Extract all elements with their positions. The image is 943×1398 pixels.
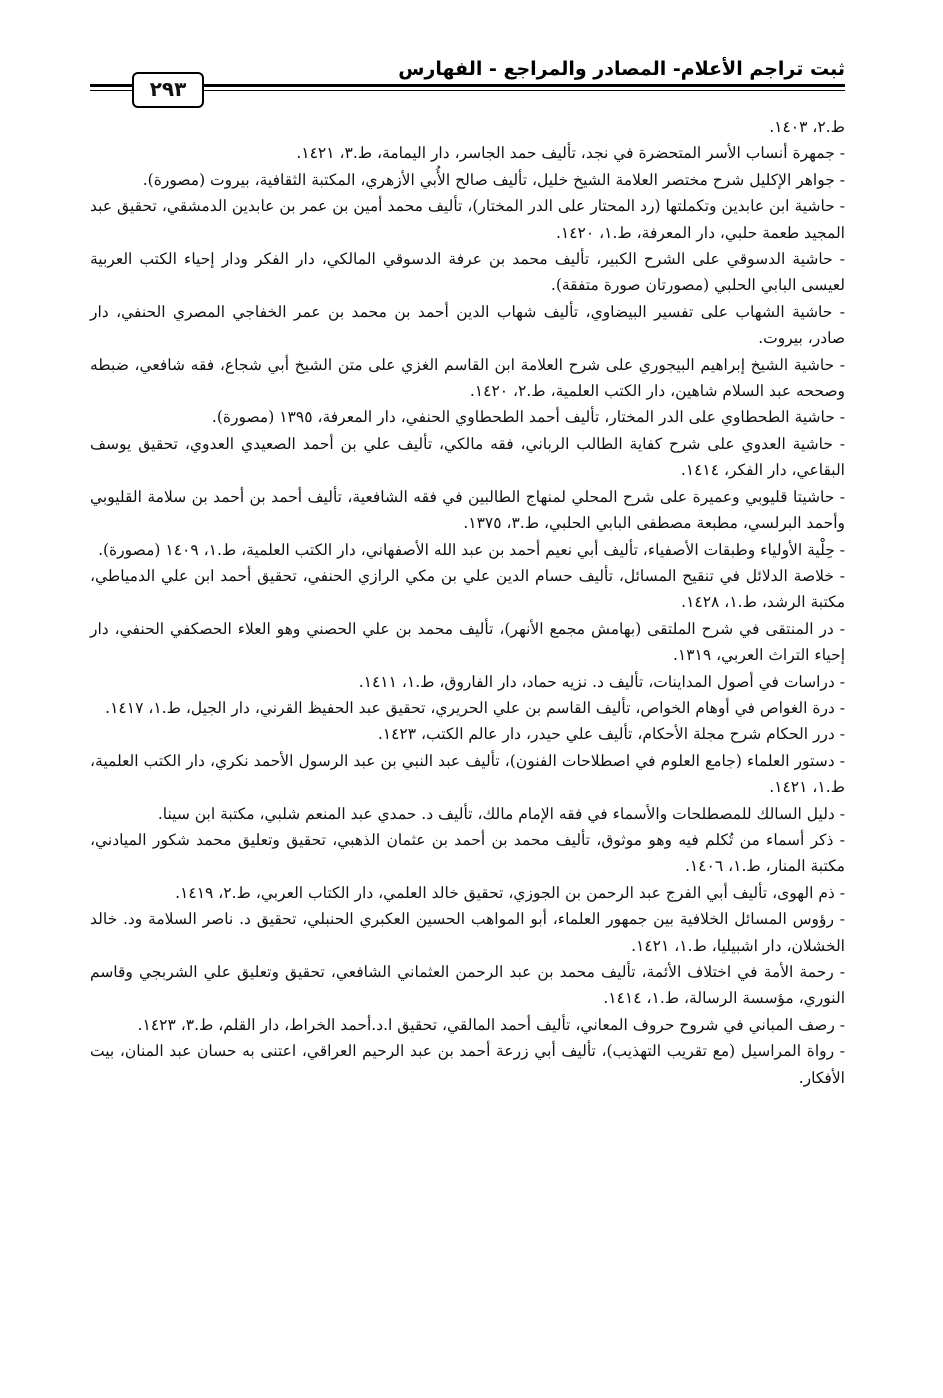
bibliography-entry: - حاشية الشيخ إبراهيم البيجوري على شرح العلامة ابن القاسم الغزي على متن الشيخ أبي شجاع، فقه شافعي، ضبطه وصححه عبد السلام شاهين، دار الكتب العلمية، ط.٢، ١٤٢٠. <box>90 355 845 401</box>
bibliography-entry: - حاشية ابن عابدين وتكملتها (رد المحتار على الدر المختار)، تأليف محمد أمين بن عمر بن عابدين الدمشقي، تحقيق عبد المجيد طعمة حلبي، دار المعرفة، ط.١، ١٤٢٠. <box>90 197 845 242</box>
bibliography-entry: - رحمة الأمة في اختلاف الأئمة، تأليف محمد بن عبد الرحمن العثماني الشافعي، تحقيق وتعليق علي الشربجي وقاسم النوري، مؤسسة الرسالة، ط.١، ١٤١٤. <box>90 963 845 1008</box>
bibliography-entry: - جمهرة أنساب الأسر المتحضرة في نجد، تأليف حمد الجاسر، دار اليمامة، ط.٣، ١٤٢١. <box>296 144 845 163</box>
bibliography-entry: - حاشيتا قليوبي وعميرة على شرح المحلي لمنهاج الطالبين في فقه الشافعية، تأليف أحمد بن أحمد بن سلامة القليوبي وأحمد البرلسي، مطبعة مصطفى البابي الحلبي، ط.٣، ١٣٧٥. <box>90 487 845 533</box>
bibliography-entry: - حاشية العدوي على شرح كفاية الطالب الرباني، فقه مالكي، تأليف علي بن أحمد الصعيدي العدوي، تحقيق يوسف البقاعي، دار الفكر، ١٤١٤. <box>90 434 845 480</box>
bibliography-entry: - دراسات في أصول المداينات، تأليف د. نزيه حماد، دار الفاروق، ط.١، ١٤١١. <box>358 672 845 691</box>
bibliography-entry: - درر الحكام شرح مجلة الأحكام، تأليف علي حيدر، دار عالم الكتب، ١٤٢٣. <box>377 725 845 744</box>
document-page <box>90 52 845 1372</box>
bibliography-entry: - در المنتقى في شرح الملتقى (بهامش مجمع الأنهر)، تأليف محمد بن علي الحصني وهو العلاء الحصكفي الحنفي، دار إحياء التراث العربي، ١٣١٩. <box>90 619 845 665</box>
header-title: ثبت تراجم الأعلام- المصادر والمراجع - الفهارس <box>398 58 845 80</box>
bibliography-entry: - حاشية الدسوقي على الشرح الكبير، تأليف محمد بن عرفة الدسوقي المالكي، دار الفكر ودار إحياء الكتب العربية لعيسى البابي الحلبي (مصورتان صورة متفقة). <box>90 250 845 295</box>
page-number: ٢٩٣ <box>132 72 204 108</box>
bibliography-entry: - ذكر أسماء من تُكلم فيه وهو موثوق، تأليف محمد بن أحمد بن عثمان الذهبي، تحقيق وتعليق محمد شكور الميادني، مكتبة المنار، ط.١، ١٤٠٦. <box>90 830 845 876</box>
bibliography-entry: - دليل السالك للمصطلحات والأسماء في فقه الإمام مالك، تأليف د. حمدي عبد المنعم شلبي، مكتبة ابن سينا. <box>157 804 845 823</box>
bibliography-entry: - درة الغواص في أوهام الخواص، تأليف القاسم بن علي الحريري، تحقيق عبد الحفيظ القرني، دار الجيل، ط.١، ١٤١٧. <box>105 698 845 717</box>
bibliography-entry: - ذم الهوى، تأليف أبي الفرج عبد الرحمن بن الجوزي، تحقيق خالد العلمي، دار الكتاب العربي، ط.٢، ١٤١٩. <box>175 883 845 902</box>
bibliography-entry: - رؤوس المسائل الخلافية بين جمهور العلماء، أبو المواهب الحسين العكبري الحنبلي، تحقيق د. ناصر السلامة ود. خالد الخشلان، دار اشبيليا، ط.١، ١٤٢١. <box>90 910 845 955</box>
bibliography-entry: ط.٢، ١٤٠٣. <box>769 118 845 136</box>
bibliography-entry: - رواة المراسيل (مع تقريب التهذيب)، تأليف أبي زرعة أحمد بن عبد الرحيم العراقي، اعتنى به حسان عبد المنان، بيت الأفكار. <box>90 1042 845 1087</box>
bibliography-entry: - جواهر الإكليل شرح مختصر العلامة الشيخ خليل، تأليف صالح الأُبي الأزهري، المكتبة الثقافية، بيروت (مصورة). <box>142 170 845 189</box>
running-header <box>90 52 845 100</box>
bibliography-entry: - حِلْية الأولياء وطبقات الأصفياء، تأليف أبي نعيم أحمد بن عبد الله الأصفهاني، دار الكتب العلمية، ط.١، ١٤٠٩ (مصورة). <box>98 540 845 559</box>
bibliography-entry: - خلاصة الدلائل في تنقيح المسائل، تأليف حسام الدين علي بن مكي الرازي الحنفي، تحقيق أحمد ابن علي الدمياطي، مكتبة الرشد، ط.١، ١٤٢٨. <box>90 566 845 612</box>
bibliography-entry: - حاشية الشهاب على تفسير البيضاوي، تأليف شهاب الدين أحمد بن محمد بن عمر الخفاجي المصري الحنفي، دار صادر، بيروت. <box>90 302 845 348</box>
bibliography-entry: - دستور العلماء (جامع العلوم في اصطلاحات الفنون)، تأليف عبد النبي بن عبد الرسول الأحمد نكري، دار الكتب العلمية، ط.١، ١٤٢١. <box>90 751 845 797</box>
bibliography-entry: - رصف المباني في شروح حروف المعاني، تأليف أحمد المالقي، تحقيق ا.د.أحمد الخراط، دار القلم، ط.٣، ١٤٢٣. <box>137 1015 845 1034</box>
bibliography-entry: - حاشية الطحطاوي على الدر المختار، تأليف أحمد الطحطاوي الحنفي، دار المعرفة، ١٣٩٥ (مصورة). <box>211 408 845 427</box>
bibliography-list <box>90 114 845 1091</box>
